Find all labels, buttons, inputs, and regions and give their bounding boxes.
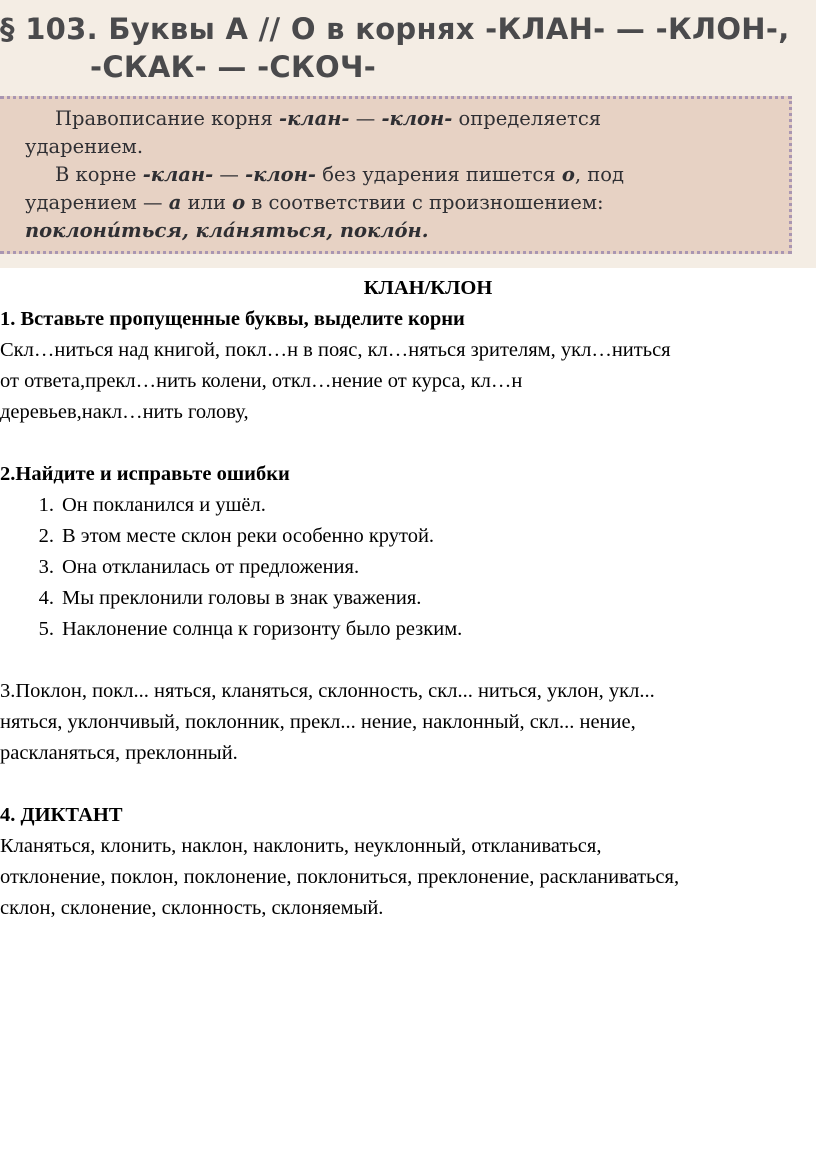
list-item <box>38 552 816 583</box>
list-item-number: 2. <box>38 525 54 547</box>
rule-text-span: в соответствии с произношением: <box>245 191 604 214</box>
rule-text-span: определяется <box>452 107 602 130</box>
rule-text-span: без ударения пишется <box>316 163 562 186</box>
rule-text-span: или <box>181 191 233 214</box>
task-2-list <box>0 490 816 645</box>
spacer <box>0 645 816 676</box>
rule-paragraph-2-line-2 <box>0 189 759 217</box>
rule-text-span: — <box>349 107 382 130</box>
spacer <box>0 428 816 459</box>
rule-text-span: В корне <box>55 163 143 186</box>
section-title-line-1: § 103. Буквы А // О в корнях -КЛАН- — -КЛОН-, <box>0 12 790 46</box>
task-4-line-2: отклонение, поклон, поклонение, поклониться, преклонение, раскланиваться, <box>0 866 680 888</box>
rule-text <box>0 105 759 245</box>
list-item-text: Наклонение солнца к горизонту было резким. <box>62 618 463 640</box>
list-item-text: Мы преклонили головы в знак уважения. <box>62 587 422 609</box>
list-item <box>38 490 816 521</box>
task-3-line-3: раскланяться, преклонный. <box>0 742 238 764</box>
task-3-line-1: 3.Поклон, покл... няться, кланяться, склонность, скл... ниться, уклон, укл... <box>0 680 655 702</box>
textbook-scan <box>0 0 816 268</box>
rule-examples: поклони́ться, кла́няться, покло́н. <box>25 219 429 242</box>
letter-o: о <box>561 163 575 186</box>
rule-paragraph-2 <box>0 161 759 189</box>
root-klan: -клан- <box>142 163 214 186</box>
list-item-text: Она откланилась от предложения. <box>62 556 360 578</box>
list-item-number: 5. <box>38 618 54 640</box>
rule-paragraph-1-line-2: ударением. <box>25 135 144 158</box>
list-item-text: Он покланился и ушёл. <box>62 494 266 516</box>
task-1-line-2: от ответа,прекл…нить колени, откл…нение от курса, кл…н <box>0 370 523 392</box>
list-item-text: В этом месте склон реки особенно крутой. <box>62 525 435 547</box>
spacer <box>0 769 816 800</box>
list-item <box>38 583 816 614</box>
task-2-title: 2.Найдите и исправьте ошибки <box>0 463 290 485</box>
root-klon: -клон- <box>245 163 316 186</box>
task-1-title: 1. Вставьте пропущенные буквы, выделите корни <box>0 308 465 330</box>
textbook-section-title <box>0 10 790 86</box>
task-1-line-3: деревьев,накл…нить голову, <box>0 401 249 423</box>
list-item-number: 1. <box>38 494 54 516</box>
rule-paragraph-1 <box>0 105 759 133</box>
task-4-title: 4. ДИКТАНТ <box>0 804 123 826</box>
task-4-line-3: склон, склонение, склонность, склоняемый. <box>0 897 384 919</box>
task-4-line-1: Кланяться, клонить, наклон, наклонить, неуклонный, откланиваться, <box>0 835 602 857</box>
list-item-number: 4. <box>38 587 54 609</box>
list-item <box>38 614 816 645</box>
section-title-line-2: -СКАК- — -СКОЧ- <box>90 50 377 84</box>
rule-text-span: — <box>213 163 246 186</box>
rule-box <box>0 96 792 254</box>
worksheet-heading: КЛАН/КЛОН <box>363 277 493 299</box>
list-item-number: 3. <box>38 556 54 578</box>
root-klon: -клон- <box>381 107 453 130</box>
letter-a: а <box>168 191 182 214</box>
rule-text-span: , под <box>574 163 624 186</box>
worksheet <box>0 270 816 924</box>
rule-text-span: ударением — <box>25 191 169 214</box>
rule-text-span: Правописание корня <box>55 107 280 130</box>
task-3-line-2: няться, уклончивый, поклонник, прекл... нение, наклонный, скл... нение, <box>0 711 636 733</box>
list-item <box>38 521 816 552</box>
letter-o: о <box>232 191 246 214</box>
root-klan: -клан- <box>279 107 350 130</box>
task-1-line-1: Скл…ниться над книгой, покл…н в пояс, кл…няться зрителям, укл…ниться <box>0 339 671 361</box>
